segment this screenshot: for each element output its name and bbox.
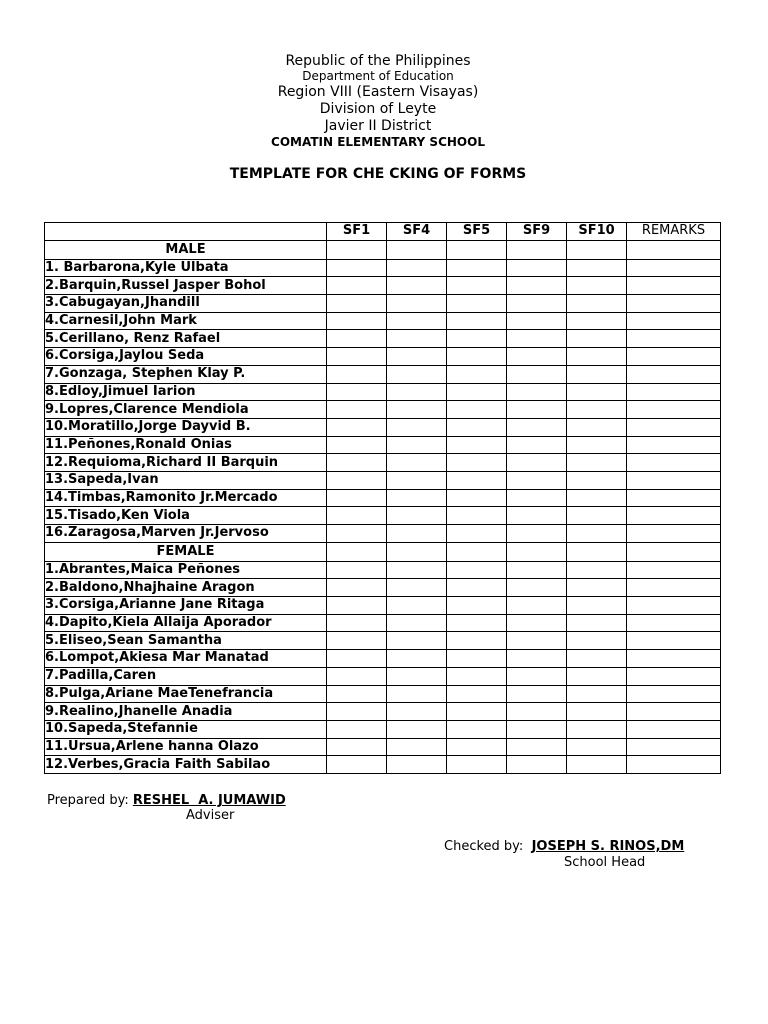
check-cell[interactable]	[507, 525, 567, 543]
check-cell[interactable]	[627, 330, 721, 348]
male-student-name: 15.Tisado,Ken Viola	[45, 507, 327, 525]
check-cell[interactable]	[567, 561, 627, 579]
check-cell[interactable]	[627, 348, 721, 366]
check-cell[interactable]	[387, 277, 447, 295]
check-cell[interactable]	[447, 614, 507, 632]
check-cell[interactable]	[567, 685, 627, 703]
male-student-name: 8.Edloy,Jimuel Iarion	[45, 383, 327, 401]
check-cell[interactable]	[327, 277, 387, 295]
prepared-by-label: Prepared by:	[47, 793, 133, 808]
check-cell[interactable]	[507, 561, 567, 579]
check-cell[interactable]	[567, 632, 627, 650]
check-cell[interactable]	[327, 418, 387, 436]
checked-by	[444, 840, 684, 853]
table-row	[45, 561, 721, 579]
check-cell[interactable]	[627, 667, 721, 685]
check-cell[interactable]	[447, 418, 507, 436]
table-row	[45, 579, 721, 597]
check-cell[interactable]	[627, 507, 721, 525]
check-cell[interactable]	[387, 738, 447, 756]
check-cell[interactable]	[627, 738, 721, 756]
check-cell[interactable]	[627, 756, 721, 774]
check-cell[interactable]	[567, 738, 627, 756]
check-cell[interactable]	[387, 436, 447, 454]
table-row	[45, 365, 721, 383]
check-cell[interactable]	[567, 471, 627, 489]
male-student-name: 12.Requioma,Richard II Barquin	[45, 454, 327, 472]
table-row	[45, 401, 721, 419]
check-cell[interactable]	[507, 383, 567, 401]
check-cell[interactable]	[507, 348, 567, 366]
check-cell[interactable]	[567, 579, 627, 597]
check-cell[interactable]	[507, 365, 567, 383]
check-cell[interactable]	[507, 597, 567, 615]
empty-cell	[627, 240, 721, 259]
check-cell[interactable]	[627, 650, 721, 668]
district-line: Javier II District	[324, 118, 432, 134]
check-cell[interactable]	[387, 383, 447, 401]
table-row	[45, 348, 721, 366]
check-cell[interactable]	[387, 312, 447, 330]
check-cell[interactable]	[447, 738, 507, 756]
female-student-name: 2.Baldono,Nhajhaine Aragon	[45, 579, 327, 597]
male-student-name: 1. Barbarona,Kyle Ulbata	[45, 259, 327, 277]
check-cell[interactable]	[447, 312, 507, 330]
check-cell[interactable]	[387, 650, 447, 668]
male-student-name: 6.Corsiga,Jaylou Seda	[45, 348, 327, 366]
empty-cell	[567, 542, 627, 561]
table-row	[45, 277, 721, 295]
female-student-name: 1.Abrantes,Maica Peñones	[45, 561, 327, 579]
column-header-sf1: SF1	[327, 223, 387, 241]
check-cell[interactable]	[327, 401, 387, 419]
check-cell[interactable]	[507, 259, 567, 277]
check-cell[interactable]	[327, 383, 387, 401]
check-cell[interactable]	[507, 436, 567, 454]
check-cell[interactable]	[567, 312, 627, 330]
table-row	[45, 632, 721, 650]
check-cell[interactable]	[387, 703, 447, 721]
check-cell[interactable]	[567, 489, 627, 507]
check-cell[interactable]	[387, 632, 447, 650]
check-cell[interactable]	[447, 348, 507, 366]
table-row	[45, 295, 721, 313]
check-cell[interactable]	[447, 365, 507, 383]
male-student-name: 3.Cabugayan,Jhandill	[45, 295, 327, 313]
female-student-name: 4.Dapito,Kiela Allaija Aporador	[45, 614, 327, 632]
male-student-name: 16.Zaragosa,Marven Jr.Jervoso	[45, 525, 327, 543]
check-cell[interactable]	[447, 436, 507, 454]
female-group-label: FEMALE	[45, 542, 327, 561]
check-cell[interactable]	[507, 614, 567, 632]
check-cell[interactable]	[447, 259, 507, 277]
check-cell[interactable]	[327, 436, 387, 454]
check-cell[interactable]	[327, 471, 387, 489]
check-cell[interactable]	[627, 277, 721, 295]
check-cell[interactable]	[327, 685, 387, 703]
table-row	[45, 614, 721, 632]
check-cell[interactable]	[507, 579, 567, 597]
table-row	[45, 738, 721, 756]
check-cell[interactable]	[327, 579, 387, 597]
table-row	[45, 650, 721, 668]
female-student-name: 8.Pulga,Ariane MaeTenefrancia	[45, 685, 327, 703]
check-cell[interactable]	[447, 471, 507, 489]
table-row	[45, 667, 721, 685]
check-cell[interactable]	[567, 418, 627, 436]
table-row	[45, 507, 721, 525]
check-cell[interactable]	[327, 489, 387, 507]
check-cell[interactable]	[447, 277, 507, 295]
male-student-name: 9.Lopres,Clarence Mendiola	[45, 401, 327, 419]
check-cell[interactable]	[447, 525, 507, 543]
check-cell[interactable]	[447, 295, 507, 313]
check-cell[interactable]	[627, 579, 721, 597]
table-row	[45, 489, 721, 507]
check-cell[interactable]	[627, 614, 721, 632]
column-header-sf10: SF10	[567, 223, 627, 241]
female-student-name: 10.Sapeda,Stefannie	[45, 720, 327, 738]
check-cell[interactable]	[567, 667, 627, 685]
check-cell[interactable]	[447, 401, 507, 419]
check-cell[interactable]	[327, 525, 387, 543]
table-row	[45, 685, 721, 703]
female-student-name: 3.Corsiga,Arianne Jane Ritaga	[45, 597, 327, 615]
check-cell[interactable]	[387, 259, 447, 277]
check-cell[interactable]	[327, 667, 387, 685]
check-cell[interactable]	[447, 685, 507, 703]
table-row	[45, 525, 721, 543]
check-cell[interactable]	[507, 401, 567, 419]
check-cell[interactable]	[447, 579, 507, 597]
table-row	[45, 418, 721, 436]
name-column-header	[45, 223, 327, 241]
check-cell[interactable]	[447, 720, 507, 738]
check-cell[interactable]	[447, 383, 507, 401]
check-cell[interactable]	[387, 614, 447, 632]
column-header-sf9: SF9	[507, 223, 567, 241]
check-cell[interactable]	[387, 330, 447, 348]
female-student-name: 7.Padilla,Caren	[45, 667, 327, 685]
table-row	[45, 756, 721, 774]
check-cell[interactable]	[627, 418, 721, 436]
division-line: Division of Leyte	[319, 101, 437, 117]
empty-cell	[447, 240, 507, 259]
checked-by-role: School Head	[564, 855, 646, 870]
check-cell[interactable]	[627, 365, 721, 383]
check-cell[interactable]	[567, 259, 627, 277]
check-cell[interactable]	[567, 348, 627, 366]
check-cell[interactable]	[327, 330, 387, 348]
check-cell[interactable]	[507, 756, 567, 774]
male-student-name: 11.Peñones,Ronald Onias	[45, 436, 327, 454]
check-cell[interactable]	[447, 454, 507, 472]
check-cell[interactable]	[507, 738, 567, 756]
male-student-name: 14.Timbas,Ramonito Jr.Mercado	[45, 489, 327, 507]
check-cell[interactable]	[507, 720, 567, 738]
check-cell[interactable]	[507, 330, 567, 348]
check-cell[interactable]	[387, 489, 447, 507]
check-cell[interactable]	[507, 703, 567, 721]
female-group-row	[45, 542, 721, 561]
check-cell[interactable]	[327, 259, 387, 277]
check-cell[interactable]	[567, 507, 627, 525]
check-cell[interactable]	[447, 667, 507, 685]
check-cell[interactable]	[387, 756, 447, 774]
table-row	[45, 436, 721, 454]
check-cell[interactable]	[627, 312, 721, 330]
republic-line: Republic of the Philippines	[285, 53, 471, 69]
check-cell[interactable]	[387, 685, 447, 703]
forms-checklist-table	[44, 222, 721, 774]
check-cell[interactable]	[387, 365, 447, 383]
check-cell[interactable]	[327, 561, 387, 579]
check-cell[interactable]	[327, 756, 387, 774]
check-cell[interactable]	[567, 383, 627, 401]
check-cell[interactable]	[387, 597, 447, 615]
empty-cell	[567, 240, 627, 259]
check-cell[interactable]	[507, 418, 567, 436]
check-cell[interactable]	[567, 454, 627, 472]
check-cell[interactable]	[387, 579, 447, 597]
check-cell[interactable]	[627, 295, 721, 313]
male-student-name: 7.Gonzaga, Stephen Klay P.	[45, 365, 327, 383]
check-cell[interactable]	[567, 703, 627, 721]
check-cell[interactable]	[387, 418, 447, 436]
check-cell[interactable]	[567, 525, 627, 543]
check-cell[interactable]	[387, 720, 447, 738]
check-cell[interactable]	[567, 597, 627, 615]
female-student-name: 11.Ursua,Arlene hanna Olazo	[45, 738, 327, 756]
empty-cell	[387, 240, 447, 259]
female-student-name: 6.Lompot,Akiesa Mar Manatad	[45, 650, 327, 668]
male-student-name: 4.Carnesil,John Mark	[45, 312, 327, 330]
check-cell[interactable]	[387, 667, 447, 685]
table-row	[45, 597, 721, 615]
empty-cell	[327, 240, 387, 259]
check-cell[interactable]	[507, 489, 567, 507]
table-row	[45, 471, 721, 489]
prepared-by	[47, 794, 286, 807]
table-row	[45, 454, 721, 472]
check-cell[interactable]	[507, 277, 567, 295]
check-cell[interactable]	[627, 720, 721, 738]
prepared-by-name: RESHEL A. JUMAWID	[132, 793, 286, 808]
column-header-remarks: REMARKS	[627, 223, 721, 241]
column-header-sf4: SF4	[387, 223, 447, 241]
check-cell[interactable]	[327, 312, 387, 330]
check-cell[interactable]	[447, 507, 507, 525]
check-cell[interactable]	[327, 348, 387, 366]
table-row	[45, 312, 721, 330]
female-student-name: 5.Eliseo,Sean Samantha	[45, 632, 327, 650]
check-cell[interactable]	[567, 650, 627, 668]
check-cell[interactable]	[387, 507, 447, 525]
check-cell[interactable]	[567, 614, 627, 632]
check-cell[interactable]	[447, 330, 507, 348]
empty-cell	[327, 542, 387, 561]
document-title: TEMPLATE FOR CHE CKING OF FORMS	[229, 166, 527, 182]
check-cell[interactable]	[567, 756, 627, 774]
check-cell[interactable]	[627, 401, 721, 419]
column-header-sf5: SF5	[447, 223, 507, 241]
check-cell[interactable]	[387, 454, 447, 472]
table-row	[45, 703, 721, 721]
check-cell[interactable]	[387, 471, 447, 489]
check-cell[interactable]	[387, 561, 447, 579]
table-row	[45, 383, 721, 401]
check-cell[interactable]	[447, 756, 507, 774]
check-cell[interactable]	[567, 330, 627, 348]
check-cell[interactable]	[627, 703, 721, 721]
table-header-row	[45, 223, 721, 241]
check-cell[interactable]	[327, 454, 387, 472]
check-cell[interactable]	[627, 489, 721, 507]
table-row	[45, 720, 721, 738]
check-cell[interactable]	[507, 295, 567, 313]
male-student-name: 2.Barquin,Russel Jasper Bohol	[45, 277, 327, 295]
check-cell[interactable]	[507, 650, 567, 668]
check-cell[interactable]	[507, 471, 567, 489]
check-cell[interactable]	[567, 277, 627, 295]
check-cell[interactable]	[447, 650, 507, 668]
check-cell[interactable]	[447, 489, 507, 507]
check-cell[interactable]	[327, 295, 387, 313]
check-cell[interactable]	[447, 703, 507, 721]
check-cell[interactable]	[387, 348, 447, 366]
check-cell[interactable]	[627, 597, 721, 615]
check-cell[interactable]	[327, 650, 387, 668]
check-cell[interactable]	[627, 525, 721, 543]
check-cell[interactable]	[387, 525, 447, 543]
check-cell[interactable]	[507, 685, 567, 703]
empty-cell	[447, 542, 507, 561]
check-cell[interactable]	[327, 614, 387, 632]
male-group-label: MALE	[45, 240, 327, 259]
checked-by-label: Checked by:	[444, 839, 532, 854]
male-group-row	[45, 240, 721, 259]
prepared-by-role: Adviser	[186, 808, 235, 823]
check-cell[interactable]	[567, 720, 627, 738]
male-student-name: 5.Cerillano, Renz Rafael	[45, 330, 327, 348]
check-cell[interactable]	[327, 597, 387, 615]
check-cell[interactable]	[507, 454, 567, 472]
check-cell[interactable]	[627, 471, 721, 489]
department-line: Department of Education	[302, 69, 454, 83]
check-cell[interactable]	[507, 312, 567, 330]
check-cell[interactable]	[507, 507, 567, 525]
checked-by-name: JOSEPH S. RINOS,DM	[531, 839, 685, 854]
check-cell[interactable]	[567, 436, 627, 454]
check-cell[interactable]	[327, 720, 387, 738]
female-student-name: 12.Verbes,Gracia Faith Sabilao	[45, 756, 327, 774]
check-cell[interactable]	[327, 632, 387, 650]
check-cell[interactable]	[327, 703, 387, 721]
check-cell[interactable]	[627, 436, 721, 454]
check-cell[interactable]	[567, 401, 627, 419]
check-cell[interactable]	[627, 454, 721, 472]
region-line: Region VIII (Eastern Visayas)	[277, 84, 479, 100]
check-cell[interactable]	[507, 667, 567, 685]
male-student-name: 10.Moratillo,Jorge Dayvid B.	[45, 418, 327, 436]
check-cell[interactable]	[387, 401, 447, 419]
check-cell[interactable]	[447, 632, 507, 650]
check-cell[interactable]	[567, 365, 627, 383]
check-cell[interactable]	[447, 561, 507, 579]
table-row	[45, 330, 721, 348]
check-cell[interactable]	[327, 507, 387, 525]
school-name: COMATIN ELEMENTARY SCHOOL	[271, 135, 485, 149]
empty-cell	[627, 542, 721, 561]
check-cell[interactable]	[327, 738, 387, 756]
check-cell[interactable]	[447, 597, 507, 615]
check-cell[interactable]	[327, 365, 387, 383]
empty-cell	[387, 542, 447, 561]
check-cell[interactable]	[627, 561, 721, 579]
check-cell[interactable]	[627, 685, 721, 703]
check-cell[interactable]	[627, 632, 721, 650]
check-cell[interactable]	[507, 632, 567, 650]
check-cell[interactable]	[387, 295, 447, 313]
empty-cell	[507, 240, 567, 259]
empty-cell	[507, 542, 567, 561]
female-student-name: 9.Realino,Jhanelle Anadia	[45, 703, 327, 721]
check-cell[interactable]	[627, 383, 721, 401]
male-student-name: 13.Sapeda,Ivan	[45, 471, 327, 489]
check-cell[interactable]	[567, 295, 627, 313]
table-row	[45, 259, 721, 277]
check-cell[interactable]	[627, 259, 721, 277]
